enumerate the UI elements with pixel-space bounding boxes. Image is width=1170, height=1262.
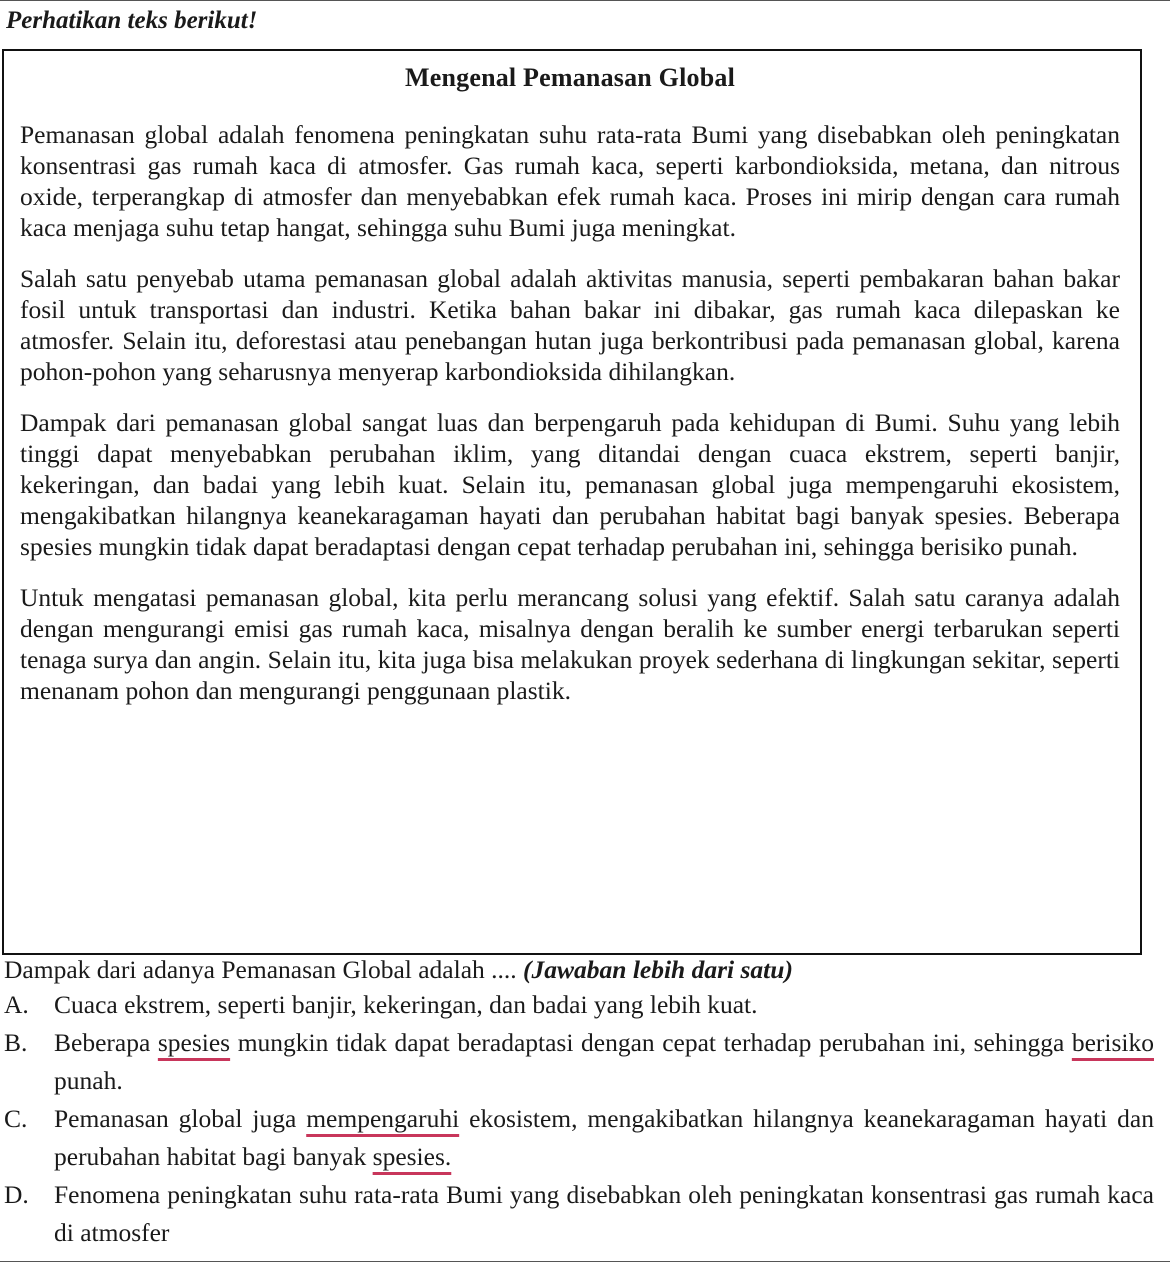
article-paragraph: Untuk mengatasi pemanasan global, kita perlu merancang solusi yang efektif. Salah satu caranya adalah dengan mengurangi emisi gas rumah kaca, misalnya dengan beralih ke sumber energi terbarukan seperti tenaga surya dan angin. Selain itu, kita juga bisa melakukan proyek sederhana di lingkungan sekitar, seperti menanam pohon dan mengurangi penggunaan plastik. <box>20 583 1120 705</box>
option-b[interactable] <box>4 1024 1154 1100</box>
option-text-segment: Pemanasan global juga <box>54 1104 307 1133</box>
option-letter: C. <box>4 1104 28 1133</box>
answer-options <box>4 986 1154 1252</box>
article-paragraph: Salah satu penyebab utama pemanasan global adalah aktivitas manusia, seperti pembakaran bahan bakar fosil untuk transportasi dan industri. Ketika bahan bakar ini dibakar, gas rumah kaca dilepaskan ke atmosfer. Selain itu, deforestasi atau penebangan hutan juga berkontribusi pada pemanasan global, karena pohon-pohon yang seharusnya menyerap karbondioksida dihilangkan. <box>20 264 1120 386</box>
article-title: Mengenal Pemanasan Global <box>404 63 735 92</box>
option-a[interactable] <box>4 986 1154 1024</box>
option-text-segment: ekosistem, mengakibatkan hilangnya keanekaragaman hayati dan perubahan habitat bagi banyak <box>54 1104 1155 1171</box>
option-letter: A. <box>4 990 29 1019</box>
option-text <box>54 1100 1154 1176</box>
question-hint: (Jawaban lebih dari satu) <box>523 955 793 984</box>
underlined-word: mempengaruhi <box>306 1104 460 1133</box>
option-text: Cuaca ekstrem, seperti banjir, kekeringan, dan badai yang lebih kuat. <box>54 990 758 1019</box>
option-letter: B. <box>4 1028 28 1057</box>
option-d[interactable] <box>4 1176 1154 1252</box>
underlined-word: spesies <box>157 1028 231 1057</box>
option-c[interactable] <box>4 1100 1154 1176</box>
option-text-segment: mungkin tidak dapat beradaptasi dengan cepat terhadap perubahan ini, sehingga <box>230 1028 1072 1057</box>
option-text-segment: punah. <box>54 1066 123 1095</box>
option-letter: D. <box>4 1180 29 1209</box>
instruction-text: Perhatikan teks berikut! <box>6 7 258 34</box>
underlined-word: berisiko <box>1071 1028 1154 1057</box>
article-paragraph: Pemanasan global adalah fenomena peningkatan suhu rata-rata Bumi yang disebabkan oleh peningkatan konsentrasi gas rumah kaca di atmosfer. Gas rumah kaca, seperti karbondioksida, metana, dan nitrous oxide, terperangkap di atmosfer dan menyebabkan efek rumah kaca. Proses ini mirip dengan cara rumah kaca menjaga suhu tetap hangat, sehingga suhu Bumi juga meningkat. <box>20 120 1120 242</box>
option-text: Fenomena peningkatan suhu rata-rata Bumi yang disebabkan oleh peningkatan konsentrasi gas rumah kaca di atmosfer <box>54 1180 1154 1247</box>
article-paragraph: Dampak dari pemanasan global sangat luas dan berpengaruh pada kehidupan di Bumi. Suhu yang lebih tinggi dapat menyebabkan perubahan iklim, yang ditandai dengan cuaca ekstrem, seperti banjir, kekeringan, dan badai yang lebih kuat. Selain itu, pemanasan global juga mempengaruhi ekosistem, mengakibatkan hilangnya keanekaragaman hayati dan perubahan habitat bagi banyak spesies. Beberapa spesies mungkin tidak dapat beradaptasi dengan cepat terhadap perubahan ini, sehingga berisiko punah. <box>20 408 1120 561</box>
question-text: Dampak dari adanya Pemanasan Global adalah .... <box>4 955 517 984</box>
option-text-segment: Beberapa <box>54 1028 158 1057</box>
underlined-word: spesies. <box>372 1142 452 1171</box>
reading-text-box <box>2 49 1142 955</box>
question-stem <box>4 955 793 985</box>
option-text <box>54 1024 1154 1100</box>
